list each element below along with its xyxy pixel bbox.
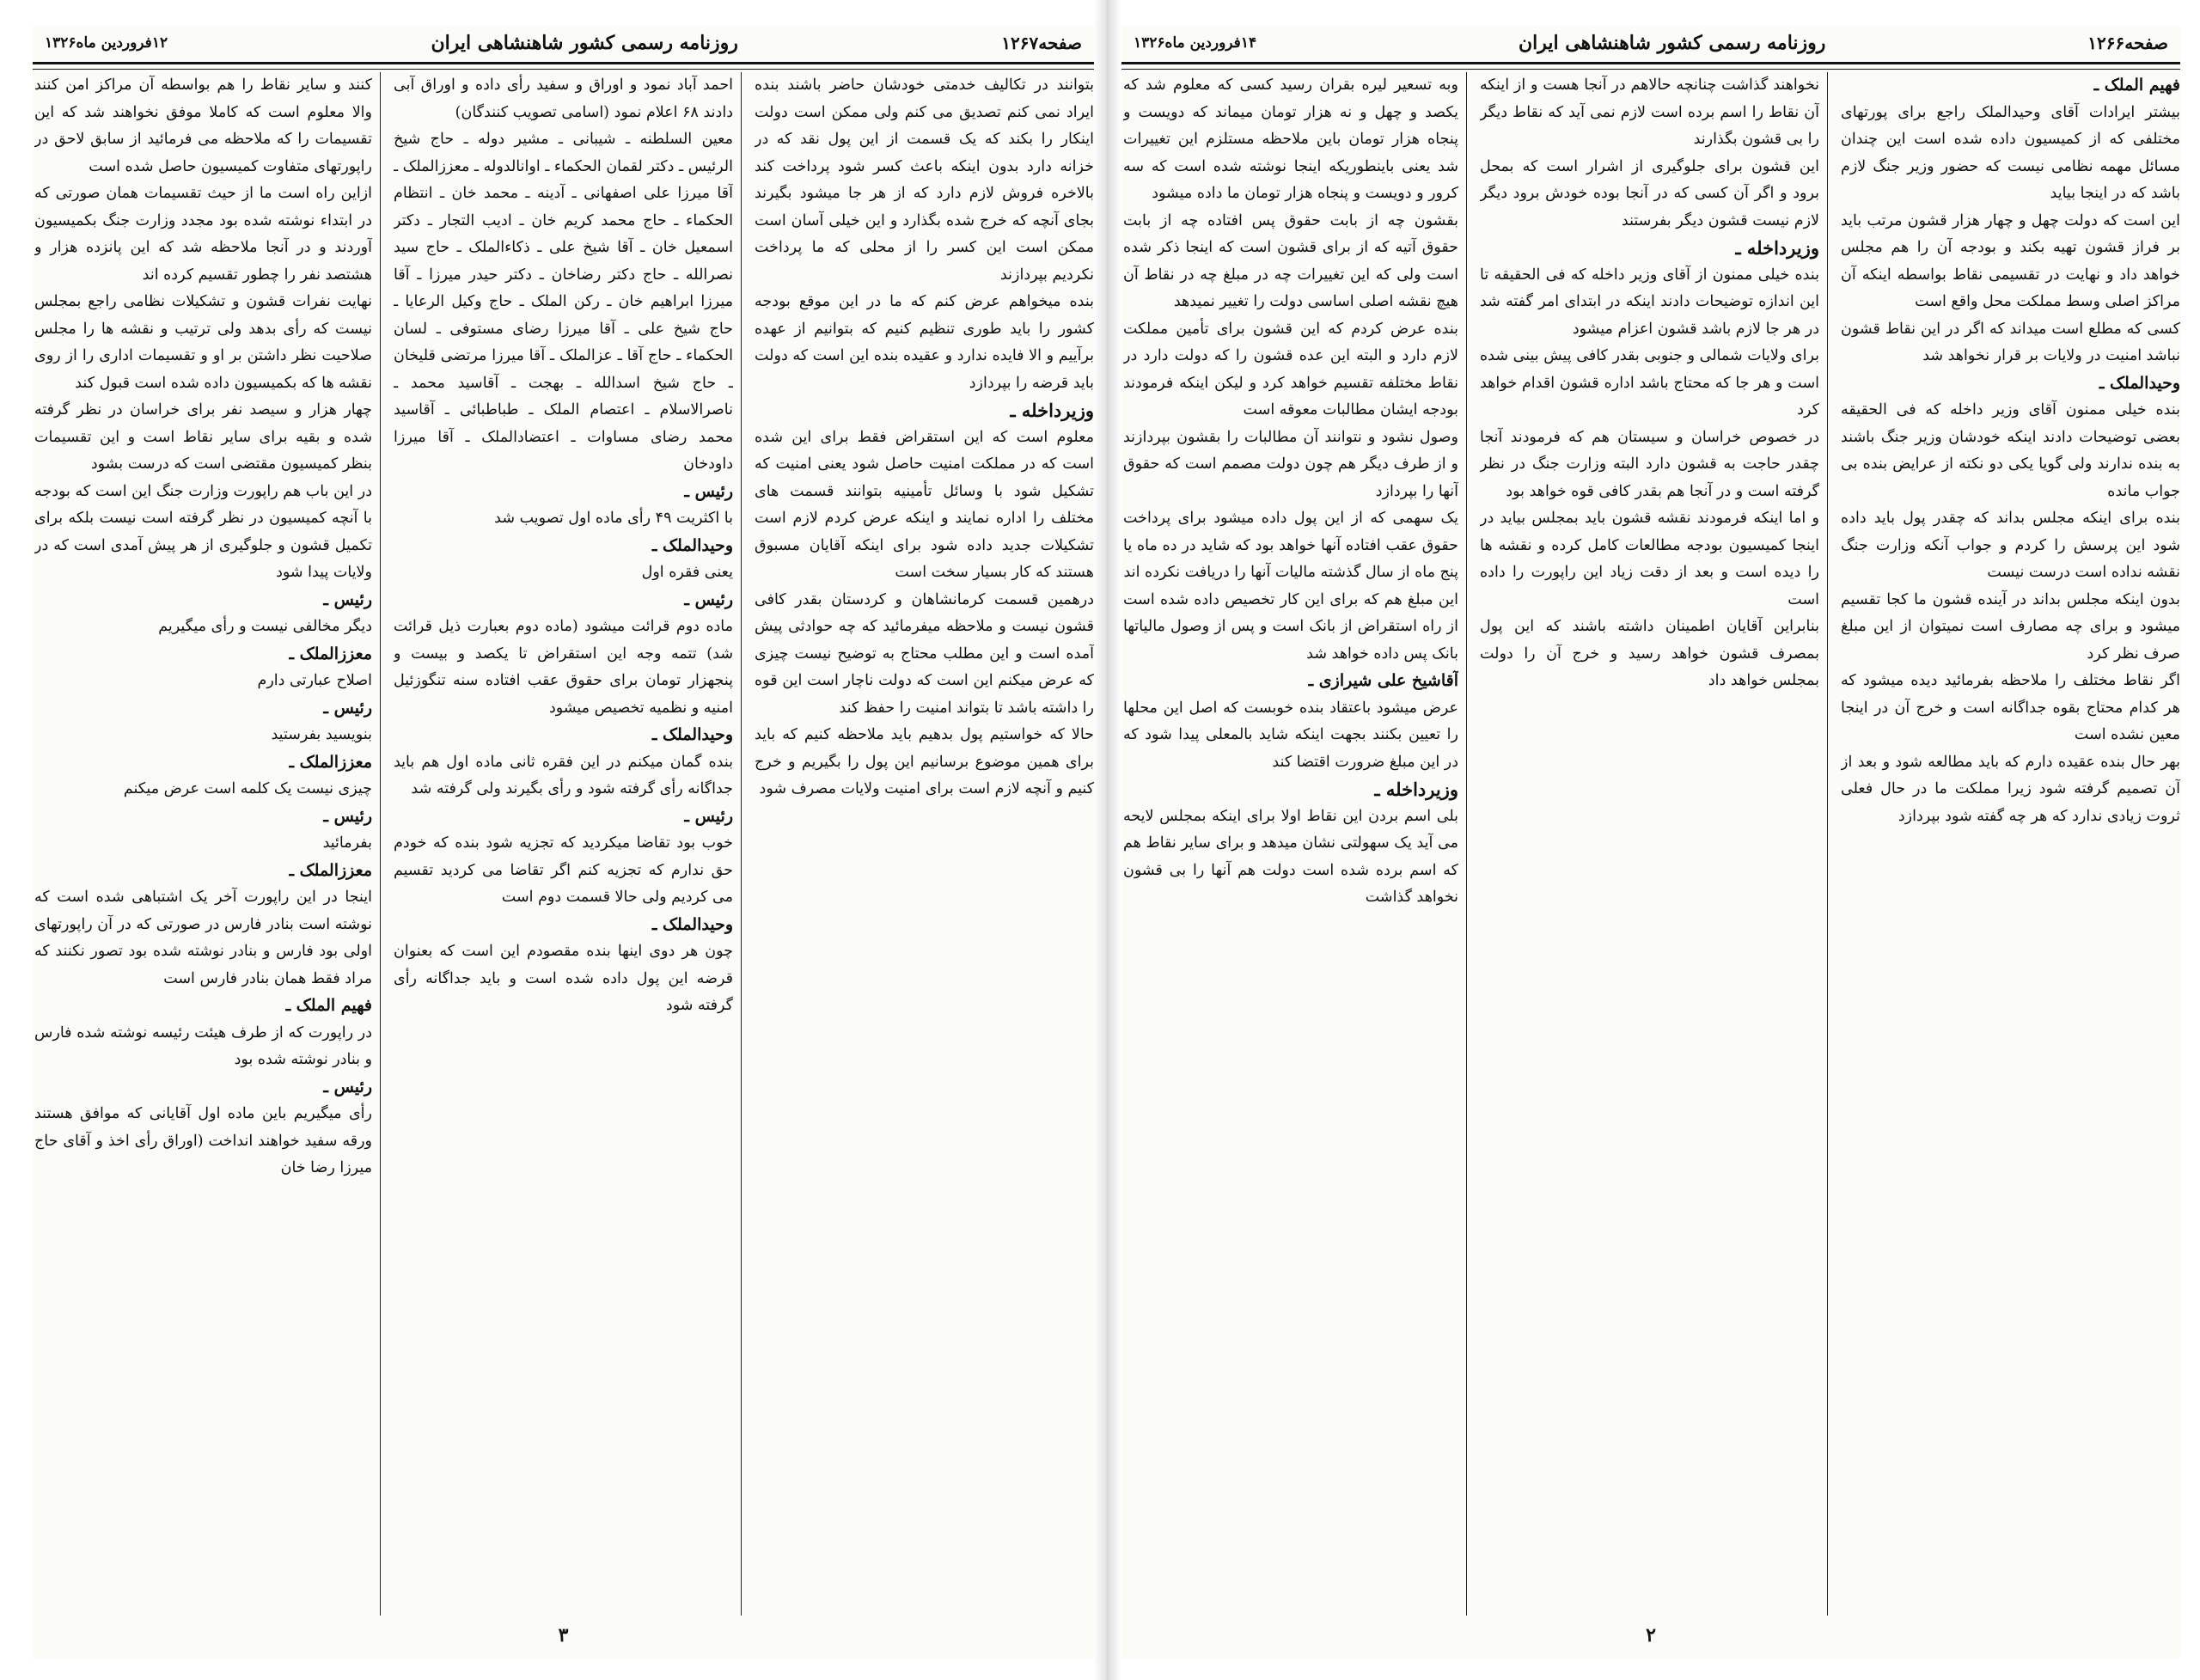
column-paragraph: یعنی فقره اول <box>641 564 733 581</box>
column-divider <box>741 72 742 1616</box>
column-paragraph: بنده برای اینکه مجلس بداند که چقدر پول باید داده شود این پرسش را کردم و جواب آنکه وزارت جنگ نقشه نداده است درست نیست <box>1841 510 2180 581</box>
column-paragraph: اگر نقاط مختلف را ملاحظه بفرمائید دیده میشود که هر کدام محتاج بقوه جداگانه است و خرج آن در اینجا معین نشده است <box>1841 672 2180 743</box>
right-page-title: روزنامه رسمی کشور شاهنشاهی ایران <box>1518 32 1826 54</box>
column-paragraph: با اکثریت ۴۹ رأی ماده اول تصویب شد <box>494 510 733 527</box>
speaker-name: آقاشیخ علی شیرازی ـ <box>1308 671 1458 690</box>
right-header-rule <box>1121 62 2180 70</box>
right-page-label: صفحه۱۲۶۶ <box>2087 33 2168 53</box>
left-page <box>33 26 1094 1659</box>
column-paragraph: این مبلغ هم که برای این کار تخصیص داده شده است از راه استقراض از بانک است و پس از وصول مالیاتها بانک پس داده خواهد شد <box>1123 590 1458 663</box>
column-paragraph: چهار هزار و سیصد نفر برای خراسان در نظر گرفته شده و بقیه برای سایر نقاط است و این تقسیمات بنظر کمیسیون مقتضی است که درست بشود <box>34 401 372 473</box>
left-header-rule <box>33 62 1094 70</box>
speaker-name: وحیدالملک ـ <box>651 914 733 934</box>
column-paragraph: بنده عرض کردم که این قشون برای تأمین مملکت لازم دارد و البته این عده قشون را که دولت دارد در نقاط مختلفه تقسیم خواهد کرد و لیکن اینکه فرمودند بودجه ایشان مطالبات معوقه است <box>1123 320 1458 418</box>
column-paragraph: اصلاح عبارتی دارم <box>257 672 372 689</box>
column-paragraph: کنند و سایر نقاط را هم بواسطه آن مراکز امن کنند والا معلوم است که کاملا موفق نخواهند شد که این تقسیمات را که ملاحظه می فرمائید از سابق لاحق در راپورتهای متفاوت کمیسیون حاصل شده است <box>34 76 372 175</box>
column-paragraph: و اما اینکه فرمودند نقشه قشون باید بمجلس بیاید در اینجا کمیسیون بودجه مطالعات کامل کرده و نقشه ها را دیده است و بعد از دقت زیاد این راپورت را داده است <box>1480 510 1819 608</box>
left-page-header <box>33 26 1094 60</box>
speaker-name: معززالملک ـ <box>289 644 372 663</box>
right-page-column-2 <box>1480 72 1819 1616</box>
column-paragraph: بفرمائید <box>322 834 372 852</box>
speaker-name: معززالملک ـ <box>289 860 372 880</box>
section-heading: وزیرداخله ـ <box>1735 237 1819 259</box>
column-paragraph: این قشون برای جلوگیری از اشرار است که بمحل برود و اگر آن کسی که در آنجا بوده خودش برود دیگر لازم نیست قشون دیگر بفرستند <box>1480 157 1819 229</box>
column-paragraph: بنده میخواهم عرض کنم که ما در این موقع بودجه کشور را باید طوری تنظیم کنیم که بتوانیم از عهده برآییم و الا فایده ندارد و عقیده بنده این است که دولت باید قرضه را بپردازد <box>755 293 1094 392</box>
column-paragraph: بیشتر ایرادات آقای وحیدالملک راجع برای پورتهای مختلفی که از کمیسیون داده شده است این چندان مسائل مهمه نظامی نیست که حضور وزیر جنگ لازم باشد که در اینجا بیاید <box>1841 103 2180 202</box>
speaker-name: رئیس ـ <box>323 590 372 609</box>
column-paragraph: این است که دولت چهل و چهار هزار قشون مرتب باید بر فراز قشون تهیه بکند و بودجه آن را هم مجلس خواهد داد و نهایت در تقسیمی نقاط بواسطه اینکه آن مراکز اصلی وسط مملکت محل واقع است <box>1841 211 2180 310</box>
speaker-name: وحیدالملک ـ <box>2099 373 2180 393</box>
column-paragraph: بنویسید بفرستید <box>271 726 372 743</box>
speaker-name: رئیس ـ <box>684 481 733 501</box>
speaker-name: رئیس ـ <box>684 590 733 609</box>
right-page-header <box>1121 26 2180 60</box>
speaker-name: رئیس ـ <box>684 806 733 826</box>
column-paragraph: کسی که مطلع است میداند که اگر در این نقاط قشون نباشد امنیت در ولایات بر قرار نخواهد شد <box>1841 320 2180 364</box>
left-page-title: روزنامه رسمی کشور شاهنشاهی ایران <box>431 32 738 54</box>
column-paragraph: عرض میشود باعتقاد بنده خوبست که اصل این محلها را تعیین بکنند بجهت اینکه شاید بالمعلی پیدا شود که در این مبلغ ضرورت اقتضا کند <box>1123 699 1458 771</box>
column-paragraph: خوب بود تقاضا میکردید که تجزیه شود بنده که خودم حق ندارم که تجزیه کنم اگر تقاضا می کردید تقسیم می کردیم ولی حالا قسمت دوم است <box>394 834 733 906</box>
left-page-column-1 <box>755 72 1094 1616</box>
column-divider <box>1827 72 1828 1616</box>
left-page-columns <box>33 72 1094 1616</box>
right-page-column-3 <box>1123 72 1458 1616</box>
column-paragraph: اینجا در این راپورت آخر یک اشتباهی شده است که نوشته است بنادر فارس در صورتی که در آن راپورتهای اولی بود فارس و بنادر نوشته شده بود تصور نکنند که مراد فقط همان بنادر فارس است <box>34 889 372 987</box>
column-paragraph: وصول نشود و نتوانند آن مطالبات را بقشون بپردازند و از طرف دیگر هم چون دولت مصمم است که حقوق آنها را بپردازد <box>1123 428 1458 500</box>
speaker-name: فهیم الملک ـ <box>2093 76 2180 95</box>
book-gutter <box>1094 0 1121 1680</box>
right-page-number: ۲ <box>1646 1624 1656 1646</box>
column-paragraph: بتوانند در تکالیف خدمتی خودشان حاضر باشند بنده ایراد نمی کنم تصدیق می کنم ولی ممکن است دولت اینکار را بکند که یک قسمت از این پول نقد که در خزانه دارد بدون اینکه باعث کسر شود پرداخت کند بالاخره فروش لازم دارد که از هر جا میشود بگیرند بجای آنچه که خرج شده بگذارد و این خیلی آسان است ممکن است این کسر را از محلی که ما پرداخت نکردیم بپردازند <box>755 76 1094 284</box>
column-paragraph: در خصوص خراسان و سیستان هم که فرمودند آنجا چقدر حاجت به قشون دارد البته وزارت جنگ در نظر گرفته است و در آنجا هم بقدر کافی قوه خواهد بود <box>1480 428 1819 500</box>
speaker-name: رئیس ـ <box>323 698 372 718</box>
column-paragraph: برای ولایات شمالی و جنوبی بقدر کافی پیش بینی شده است و هر جا که محتاج باشد اداره قشون اقدام خواهد کرد <box>1480 347 1819 418</box>
column-paragraph: ماده دوم قرائت میشود (ماده دوم بعبارت ذیل قرائت شد) تتمه وجه این استقراض تا یکصد و بیست و پنجهزار تومان برای حقوق عقب افتاده سنه تنگوزئیل امنیه و نظمیه تخصیص میشود <box>394 618 733 717</box>
column-paragraph: بدون اینکه مجلس بداند در آینده قشون ما کجا تقسیم میشود و برای چه مصارف است نمیتوان از این مبلغ صرف نظر کرد <box>1841 590 2180 663</box>
column-paragraph: بلی اسم بردن این نقاط اولا برای اینکه بمجلس لایحه می آید یک سهولتی نشان میدهد و برای سایر نقاط هم که اسم برده شده است دولت هم آنها را بی قشون نخواهد گذاشت <box>1123 807 1458 906</box>
left-page-number: ۳ <box>558 1624 569 1646</box>
column-paragraph: معلوم است که این استقراض فقط برای این شده است که در مملکت امنیت حاصل شود یعنی امنیت که تشکیل شود با وسائل تأمینیه بتوانند قسمت های مختلف را اداره نمایند و اینکه عرض کردم لازم است تشکیلات جدید داده شود برای اینکه آقایان مسبوق هستند که کار بسیار سخت است <box>755 428 1094 581</box>
speaker-name: رئیس ـ <box>323 1077 372 1097</box>
left-page-column-3 <box>34 72 372 1616</box>
column-paragraph: دیگر مخالفی نیست و رأی میگیریم <box>158 618 372 635</box>
left-page-label: صفحه۱۲۶۷ <box>1001 33 1082 53</box>
right-page-columns <box>1121 72 2180 1616</box>
column-paragraph: بنده خیلی ممنون آقای وزیر داخله که فی الحقیقه بعضی توضیحات دادند اینکه خودشان وزیر جنگ باشند به بنده ندارند ولی گویا یکی دو نکته از عرایض بنده بی جواب مانده <box>1841 401 2180 500</box>
column-paragraph: معین السلطنه ـ شیبانی ـ مشیر دوله ـ حاج شیخ الرئیس ـ دکتر لقمان الحکماء ـ اوانالدوله ـ معززالملک ـ آقا میرزا علی اصفهانی ـ آدینه ـ محمد خان ـ انتظام الحکماء ـ حاج محمد کریم خان ـ ادیب التجار ـ دکتر اسمعیل خان ـ آقا شیخ علی ـ ذکاءالملک ـ حاج سید نصرالله ـ حاج دکتر رضاخان ـ دکتر حیدر میرزا ـ آقا میرزا ابراهیم خان ـ رکن الملک ـ حاج وکیل الرعایا ـ حاج شیخ علی ـ آقا میرزا رضای مستوفی ـ لسان الحکماء ـ حاج آقا ـ عزالملک ـ آقا میرزا مرتضی قلیخان ـ حاج شیخ اسدالله ـ بهجت ـ آقاسید محمد ـ ناصرالاسلام ـ اعتصام الملک ـ طباطبائی ـ آقاسید محمد رضای مساوات ـ اعتضادالملک ـ آقا میرزا داودخان <box>394 131 733 473</box>
column-paragraph: بقشون چه از بابت حقوق پس افتاده چه از بابت حقوق آتیه که از برای قشون است که اینجا ذکر شده است ولی که این تغییرات چه در مبلغ چه در نقاط آن هیچ نقشه اصلی اساسی دولت را تغییر نمیدهد <box>1123 211 1458 310</box>
column-paragraph: نهایت نفرات قشون و تشکیلات نظامی راجع بمجلس نیست که رأی بدهد ولی ترتیب و نقشه ها را مجلس صلاحیت نظر داشتن بر او و تقسیمات اداری را از روی نقشه ها که بکمیسیون داده شده است قبول کند <box>34 293 372 392</box>
speaker-name: رئیس ـ <box>323 806 372 826</box>
column-paragraph: بهر حال بنده عقیده دارم که باید مطالعه شود و بعد از آن تصمیم گرفته شود زیرا مملکت ما در حال فعلی ثروت زیادی ندارد که هر چه گفته شود بپردازد <box>1841 753 2180 825</box>
column-divider <box>380 72 381 1616</box>
column-paragraph: چون هر دوی اینها بنده مقصودم این است که بعنوان قرضه این پول داده شده است و باید جداگانه رأی گرفته شود <box>394 943 733 1014</box>
left-page-column-2 <box>394 72 733 1616</box>
section-heading: وزیرداخله ـ <box>1010 400 1094 421</box>
column-paragraph: ازاین راه است ما از حیث تقسیمات همان صورتی که در ابتداء نوشته شده بود مجدد وزارت جنگ بکمیسیون آوردند و در آنجا ملاحظه شد که این پانزده هزار و هشتصد نفر را چطور تقسیم کرده اند <box>34 185 372 284</box>
column-paragraph: در این باب هم راپورت وزارت جنگ این است که بودجه با آنچه کمیسیون در نظر گرفته است نیست بلکه برای تکمیل قشون و جلوگیری از هر پیش آمدی است که در ولایات پیدا شود <box>34 482 372 581</box>
column-paragraph: در راپورت که از طرف هیئت رئیسه نوشته شده فارس و بنادر نوشته شده بود <box>34 1023 372 1068</box>
column-paragraph: درهمین قسمت کرمانشاهان و کردستان بقدر کافی قشون نیست و ملاحظه میفرمائید که چه حوادثی پیش آمده است و این مطلب محتاج به توضیح نیست چیزی که عرض میکنم این است که دولت ناچار است این قوه را داشته باشد تا بتواند امنیت را حفظ کند <box>755 590 1094 717</box>
column-paragraph: رأی میگیریم باین ماده اول آقایانی که موافق هستند ورقه سفید خواهند انداخت (اوراق رأی اخذ و آقای حاج میرزا رضا خان <box>34 1105 372 1176</box>
speaker-name: معززالملک ـ <box>289 752 372 772</box>
column-paragraph: نخواهند گذاشت چنانچه حالاهم در آنجا هست و از اینکه آن نقاط را اسم برده است لازم نمی آید که نقاط دیگر را بی قشون بگذارند <box>1480 76 1819 148</box>
section-heading: وزیرداخله ـ <box>1374 779 1458 800</box>
speaker-name: فهیم الملک ـ <box>285 996 372 1015</box>
right-page-column-1 <box>1841 72 2180 1616</box>
column-paragraph: بنده گمان میکنم در این فقره ثانی ماده اول هم باید جداگانه رأی گرفته شود و رأی بگیرند ولی گرفته شد <box>394 753 733 797</box>
right-page-date: ۱۴فروردین ماه۱۳۲۶ <box>1134 34 1257 52</box>
column-paragraph: بنابراین آقایان اطمینان داشته باشند که این پول بمصرف قشون خواهد رسید و خرج آن را دولت بمجلس خواهد داد <box>1480 618 1819 689</box>
column-paragraph: وبه تسعیر لیره بقران رسید کسی که معلوم شد که یکصد و چهل و نه هزار تومان میماند که دویست و پنجاه هزار تومان باین ملاحظه مستلزم این تغییرات شد یعنی باینطوریکه اینجا نوشته شده است که سه کرور و دویست و پنجاه هزار تومان ما داده میشود <box>1123 76 1458 202</box>
column-paragraph: یک سهمی که از این پول داده میشود برای پرداخت حقوق عقب افتاده آنها خواهد بود که شاید در ده ماه یا پنج ماه از سال گذشته مالیات آنها را دریافت نکرده اند <box>1123 510 1458 581</box>
left-page-date: ۱۲فروردین ماه۱۳۲۶ <box>45 34 168 52</box>
column-paragraph: حالا که خواستیم پول بدهیم باید ملاحظه کنیم که باید برای همین موضوع برسانیم این پول را بگیریم و خرج کنیم و آنچه لازم است برای امنیت ولایات مصرف شود <box>755 726 1094 797</box>
right-page <box>1121 26 2180 1659</box>
speaker-name: وحیدالملک ـ <box>651 725 733 744</box>
speaker-name: وحیدالملک ـ <box>651 535 733 555</box>
column-paragraph: چیزی نیست یک کلمه است عرض میکنم <box>123 780 372 797</box>
column-paragraph: بنده خیلی ممنون از آقای وزیر داخله که فی الحقیقه تا این اندازه توضیحات دادند اینکه در ابتدای امر گفته شد در هر جا لازم باشد قشون اعزام میشود <box>1480 266 1819 338</box>
column-paragraph: احمد آباد نمود و اوراق و سفید رأی داده و اوراق آبی دادند ۶۸ اعلام نمود (اسامی تصویب کنندگان) <box>394 76 733 121</box>
column-divider <box>1466 72 1467 1616</box>
